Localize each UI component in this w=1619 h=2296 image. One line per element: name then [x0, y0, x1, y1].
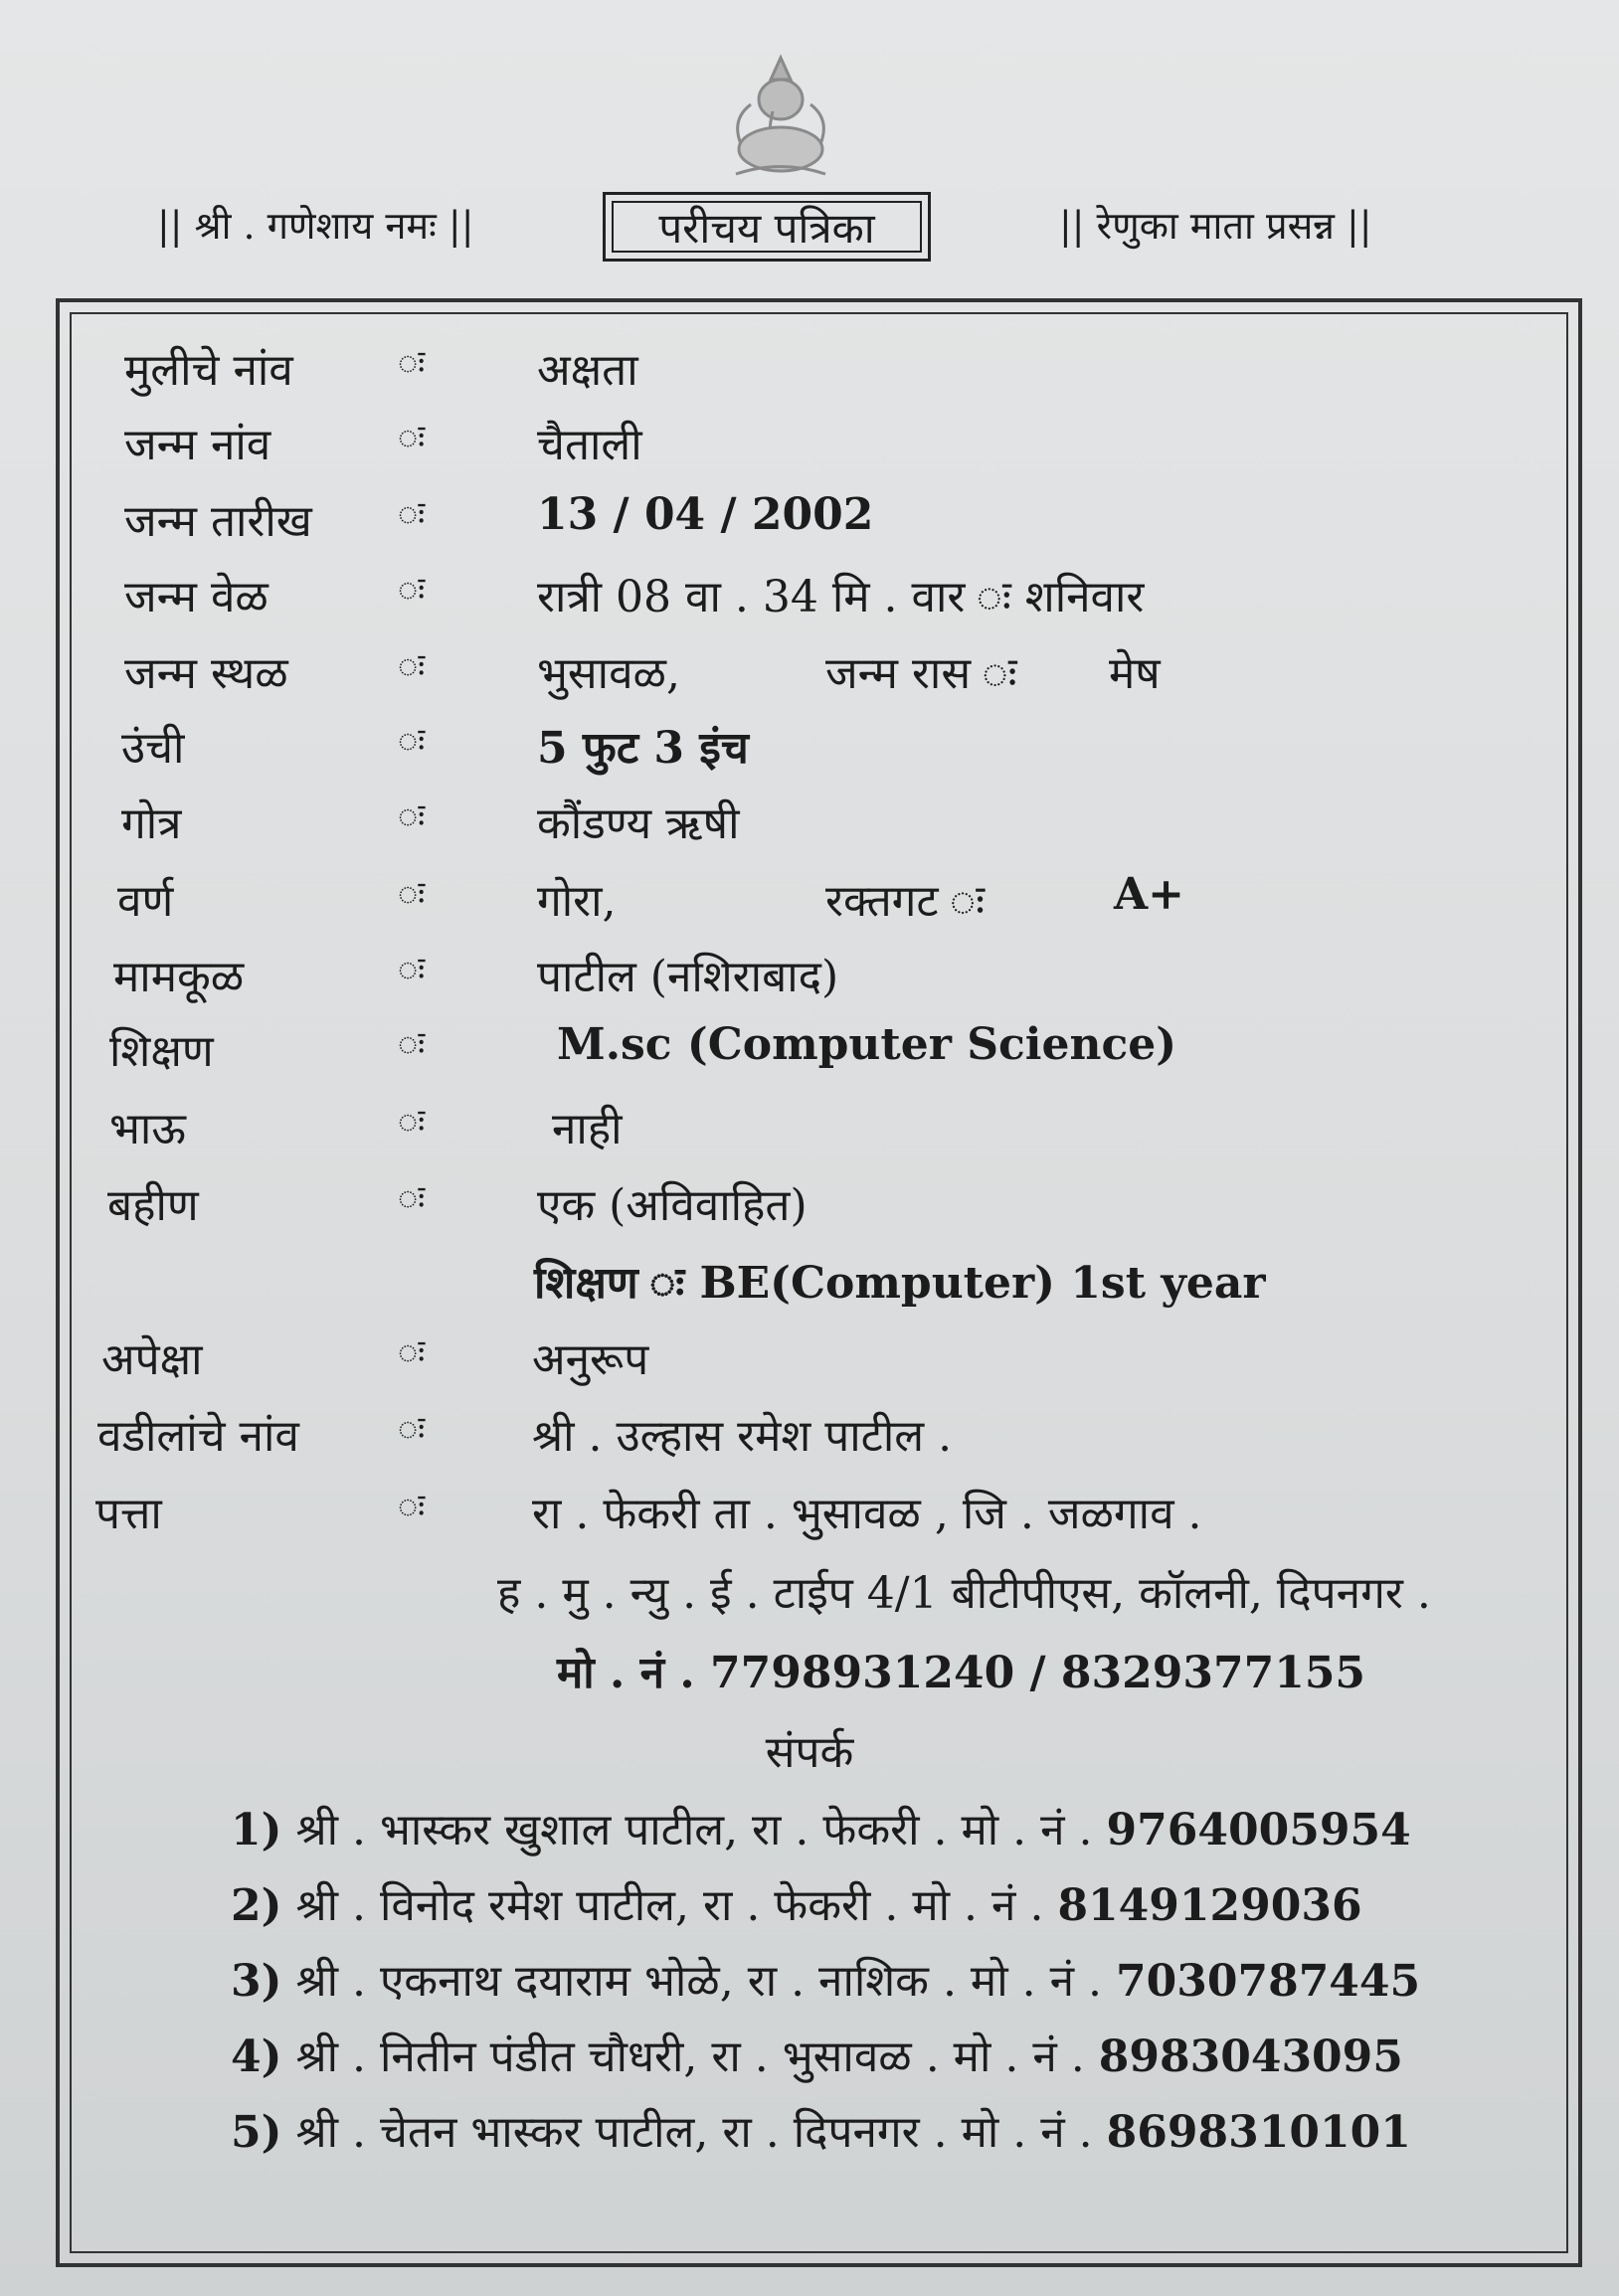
field-row [0, 1173, 1619, 1243]
contact-text: श्री . चेतन भास्कर पाटील, रा . दिपनगर . मो . नं . [295, 2107, 1093, 2158]
field-extra-label: रक्तगट ः [825, 876, 986, 927]
field-row [0, 945, 1619, 1014]
contact-number: 2) [231, 1880, 282, 1931]
field-row [0, 489, 1619, 559]
contact-text: श्री . एकनाथ दयाराम भोळे, रा . नाशिक . मो . नं . [295, 1956, 1102, 2007]
field-colon: ः [398, 950, 426, 989]
field-colon: ः [398, 796, 426, 836]
field-label: जन्म नांव [124, 420, 271, 470]
field-value: रा . फेकरी ता . भुसावळ , जि . जळगाव . [532, 1489, 1202, 1539]
field-label: अपेक्षा [101, 1334, 203, 1385]
field-colon: ः [398, 418, 426, 457]
field-colon: ः [398, 721, 426, 761]
field-label: बहीण [107, 1180, 199, 1231]
field-row [0, 1019, 1619, 1089]
field-colon: ः [398, 646, 426, 686]
contact-text: श्री . नितीन पंडीत चौधरी, रा . भुसावळ . मो . नं . [295, 2031, 1085, 2082]
field-label: जन्म स्थळ [124, 648, 288, 699]
contact-number: 1) [231, 1805, 282, 1855]
field-row [0, 413, 1619, 482]
field-row [0, 1327, 1619, 1397]
field-value: पाटील (नशिराबाद) [537, 952, 839, 1002]
field-colon: ः [398, 1487, 426, 1526]
field-value: 13 / 04 / 2002 [537, 489, 874, 540]
field-label: शिक्षण [109, 1026, 214, 1077]
contact-number: 4) [231, 2031, 282, 2082]
field-value: रात्री 08 वा . 34 मि . वार ः शनिवार [537, 572, 1145, 622]
field-colon: ः [398, 1409, 426, 1449]
field-extra-value: A+ [1114, 869, 1185, 920]
field-value: एक (अविवाहित) [537, 1180, 808, 1231]
page-title: परीचय पत्रिका [612, 201, 922, 253]
header-right-invocation: || रेणुका माता प्रसन्न || [1059, 204, 1372, 248]
field-label: गोत्र [121, 798, 182, 849]
field-value: नाही [552, 1104, 623, 1154]
field-colon: ः [398, 570, 426, 610]
field-row [0, 1097, 1619, 1166]
field-colon: ः [398, 1024, 426, 1064]
contact-item [231, 1949, 1420, 2009]
contact-item [231, 1873, 1362, 1933]
field-row [0, 792, 1619, 861]
field-label: मुलीचे नांव [124, 345, 293, 396]
field-value: चैताली [537, 420, 642, 470]
title-box [603, 192, 931, 262]
ganesha-emblem-icon [711, 50, 850, 184]
contact-phone: 9764005954 [1106, 1805, 1411, 1855]
field-row [0, 1404, 1619, 1474]
contact-phone: 8698310101 [1106, 2107, 1411, 2158]
field-value: श्री . उल्हास रमेश पाटील . [532, 1411, 953, 1462]
field-colon: ः [398, 1332, 426, 1372]
contact-text: श्री . भास्कर खुशाल पाटील, रा . फेकरी . मो . नं . [295, 1805, 1093, 1855]
contact-item [231, 2100, 1411, 2160]
contact-item [231, 2025, 1403, 2084]
mobile-numbers: मो . नं . 7798931240 / 8329377155 [557, 1648, 1366, 1698]
contact-phone: 8149129036 [1057, 1880, 1362, 1931]
field-colon: ः [398, 874, 426, 914]
contact-phone: 8983043095 [1098, 2031, 1403, 2082]
field-row [0, 641, 1619, 711]
field-label: वडीलांचे नांव [97, 1411, 299, 1462]
field-value: अनुरूप [532, 1334, 649, 1385]
address-line-2: ह . मु . न्यु . ई . टाईप 4/1 बीटीपीएस, कॉलनी, दिपनगर . [497, 1568, 1431, 1619]
contact-item [231, 1798, 1411, 1857]
header-left-invocation: || श्री . गणेशाय नमः || [157, 204, 474, 248]
contact-number: 5) [231, 2107, 282, 2158]
contact-number: 3) [231, 1956, 282, 2007]
field-value: 5 फुट 3 इंच [537, 723, 749, 774]
field-label: मामकूळ [113, 952, 245, 1002]
field-row [0, 565, 1619, 634]
contacts-title: संपर्क [765, 1727, 854, 1778]
field-colon: ः [398, 1102, 426, 1142]
field-value: M.sc (Computer Science) [557, 1019, 1177, 1070]
field-label: जन्म तारीख [124, 496, 312, 547]
field-value: कौंडण्य ऋषी [537, 798, 740, 849]
field-label: भाऊ [109, 1104, 186, 1154]
field-label: जन्म वेळ [124, 572, 269, 622]
sister-education: शिक्षण ः BE(Computer) 1st year [534, 1258, 1266, 1309]
field-colon: ः [398, 494, 426, 534]
field-label: उंची [121, 723, 185, 774]
field-value: गोरा, [537, 876, 617, 927]
field-label: वर्ण [117, 876, 174, 927]
field-row [0, 716, 1619, 786]
field-label: पत्ता [95, 1489, 162, 1539]
field-colon: ः [398, 343, 426, 383]
field-extra-value: मेष [1109, 648, 1161, 699]
field-value: भुसावळ, [537, 648, 680, 699]
contact-text: श्री . विनोद रमेश पाटील, रा . फेकरी . मो . नं . [295, 1880, 1044, 1931]
field-colon: ः [398, 1178, 426, 1218]
field-value: अक्षता [537, 345, 638, 396]
field-row [0, 338, 1619, 408]
contact-phone: 7030787445 [1116, 1956, 1421, 2007]
field-row [0, 1482, 1619, 1551]
field-extra-label: जन्म रास ः [825, 648, 1017, 699]
field-row [0, 869, 1619, 939]
